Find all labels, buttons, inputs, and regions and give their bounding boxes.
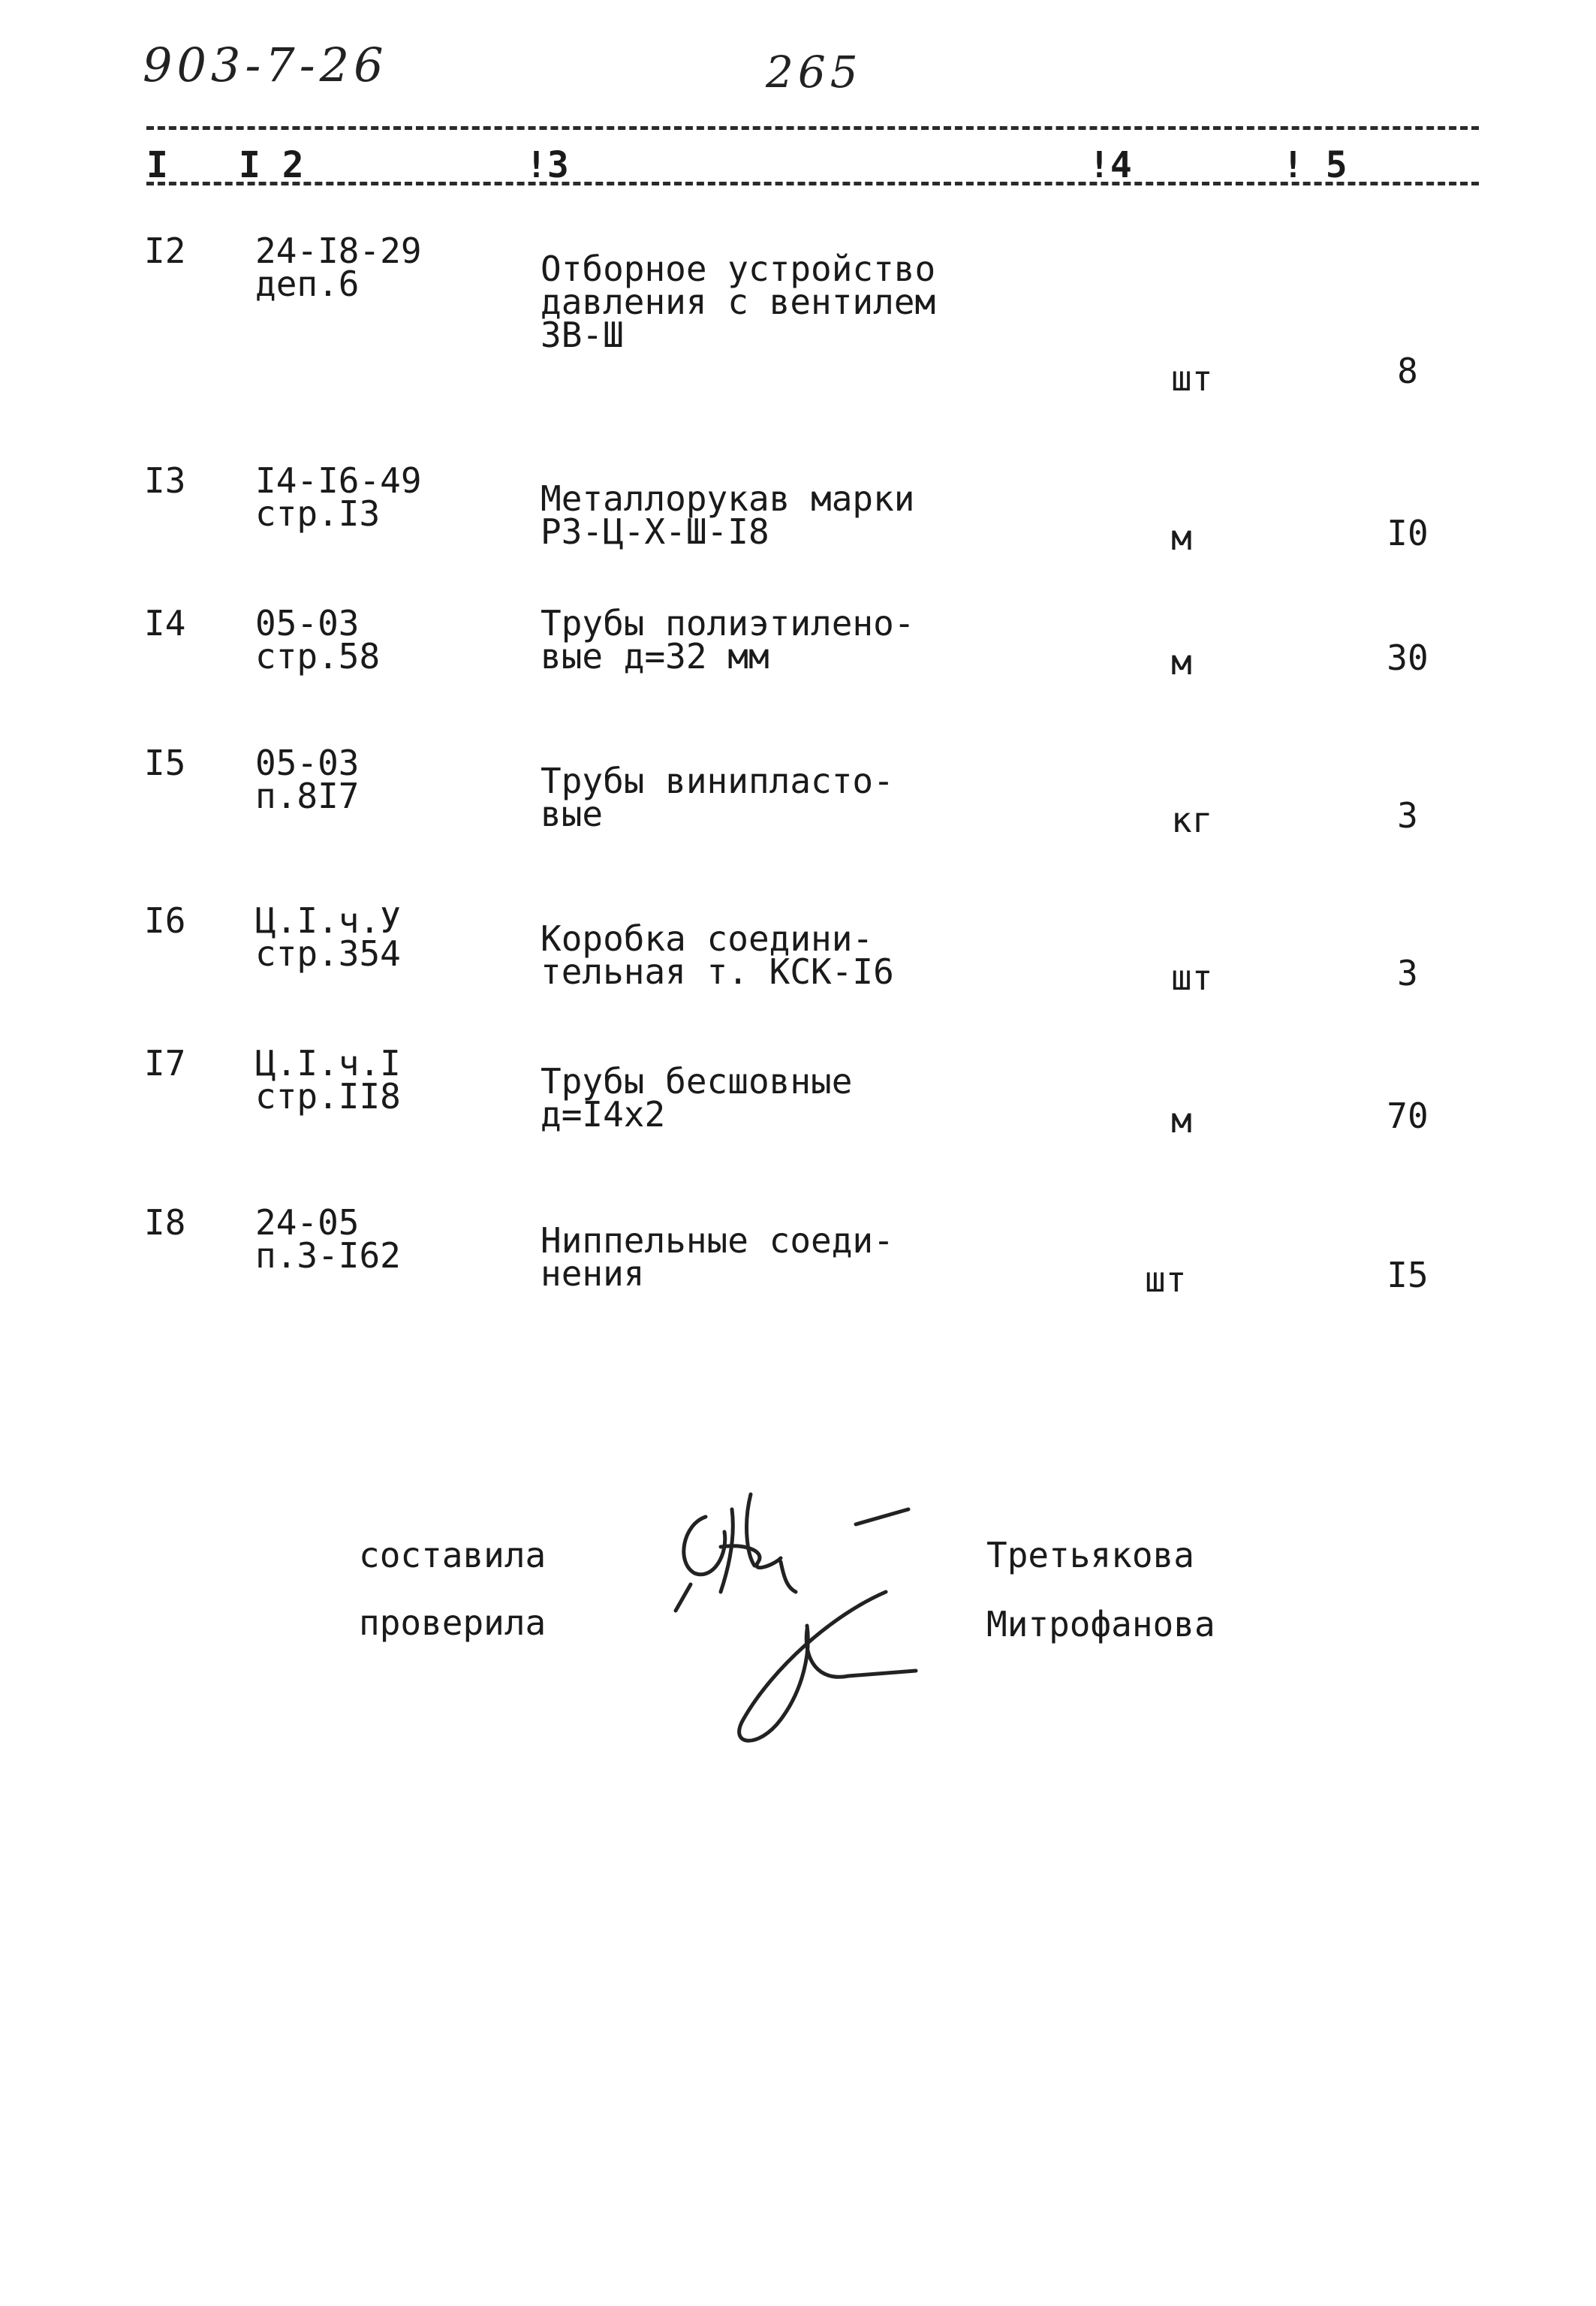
row-item-name: Отборное устройство давления с вентилем ЗВ-Ш: [541, 249, 936, 355]
table-row: [0, 1202, 1596, 1356]
row-quantity: 3: [1397, 795, 1418, 836]
handwritten-signatures: [661, 1479, 931, 1765]
row-quantity: I5: [1387, 1255, 1429, 1295]
row-number: I5: [144, 743, 186, 783]
column-header-1: I: [146, 144, 168, 186]
row-number: I7: [144, 1043, 186, 1084]
row-unit: шт: [1171, 358, 1213, 399]
column-header-3: !3: [525, 144, 569, 186]
row-unit: м: [1171, 642, 1192, 683]
row-item-name: Трубы бесшовные д=I4х2: [541, 1061, 853, 1135]
row-item-name: Трубы винипласто- вые: [541, 761, 894, 834]
column-header-2: I 2: [239, 144, 304, 186]
signature-checked-icon: [739, 1592, 916, 1741]
row-number: I6: [144, 900, 186, 941]
row-item-name: Коробка соедини- тельная т. КСК-I6: [541, 918, 894, 992]
row-reference: 24-I8-29 деп.6: [255, 231, 422, 304]
row-reference: Ц.I.ч.I стр.II8: [255, 1043, 401, 1117]
row-unit: м: [1171, 1100, 1192, 1141]
compiled-by-label: составила: [359, 1535, 547, 1575]
table-row: [0, 231, 1596, 399]
row-number: I2: [144, 231, 186, 271]
row-item-name: Ниппельные соеди- нения: [541, 1220, 894, 1294]
row-number: I8: [144, 1202, 186, 1243]
header-bottom-rule: [146, 182, 1479, 185]
row-reference: 24-05 п.3-I62: [255, 1202, 401, 1276]
document-code: 903-7-26: [143, 38, 388, 92]
row-reference: 05-03 п.8I7: [255, 743, 360, 816]
table-row: [0, 900, 1596, 1054]
row-item-name: Металлорукав марки РЗ-Ц-Х-Ш-I8: [541, 478, 915, 552]
column-header-4: !4: [1089, 144, 1132, 186]
compiled-by-name: Третьякова: [986, 1535, 1194, 1575]
table-row: [0, 603, 1596, 757]
table-row: [0, 460, 1596, 614]
page-number: 265: [766, 47, 863, 98]
checked-by-name: Митрофанова: [986, 1604, 1215, 1644]
row-quantity: 30: [1387, 638, 1429, 678]
row-number: I4: [144, 603, 186, 644]
row-unit: м: [1171, 517, 1192, 558]
row-unit: кг: [1171, 800, 1213, 840]
row-unit: шт: [1145, 1259, 1187, 1300]
row-reference: I4-I6-49 стр.I3: [255, 460, 422, 534]
row-reference: Ц.I.ч.У стр.354: [255, 900, 401, 974]
row-reference: 05-03 стр.58: [255, 603, 381, 677]
row-item-name: Трубы полиэтилено- вые д=32 мм: [541, 603, 915, 677]
row-quantity: 70: [1387, 1096, 1429, 1136]
row-number: I3: [144, 460, 186, 501]
header-top-rule: [146, 126, 1479, 130]
table-row: [0, 1043, 1596, 1197]
checked-by-label: проверила: [359, 1602, 547, 1643]
table-row: [0, 743, 1596, 897]
row-quantity: 3: [1397, 953, 1418, 993]
signature-compiled-icon: [676, 1494, 908, 1611]
row-quantity: I0: [1387, 513, 1429, 553]
row-unit: шт: [1171, 957, 1213, 998]
column-header-5: ! 5: [1282, 144, 1348, 186]
row-quantity: 8: [1397, 351, 1418, 391]
